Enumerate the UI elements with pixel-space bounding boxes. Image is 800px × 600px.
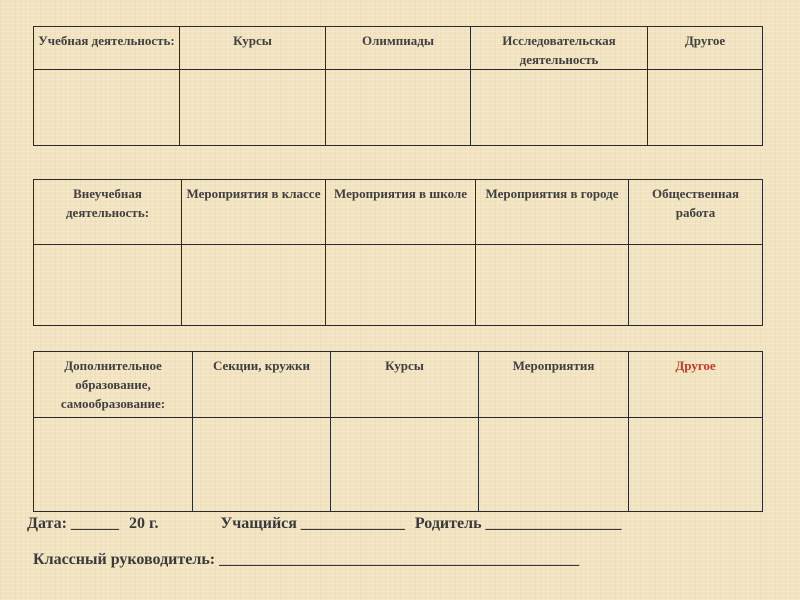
header-courses: Курсы: [331, 352, 479, 418]
sections-input-cell[interactable]: [193, 418, 331, 512]
olympiads-input-cell[interactable]: [326, 70, 471, 146]
student-label: Учащийся: [220, 515, 297, 532]
city-events-input-cell[interactable]: [476, 245, 629, 326]
additional-education-table: [33, 351, 763, 512]
header-additional-education: Дополнительное образование, самообразование:: [34, 352, 193, 418]
header-city-events: Мероприятия в городе: [476, 180, 629, 245]
extracurricular-activity-table: [33, 179, 763, 326]
student-blank[interactable]: _____________: [300, 515, 405, 532]
research-input-cell[interactable]: [471, 70, 648, 146]
teacher-blank[interactable]: _____________________________________________: [219, 551, 580, 568]
school-events-input-cell[interactable]: [326, 245, 476, 326]
date-blank[interactable]: ______: [70, 515, 119, 532]
class-events-input-cell[interactable]: [182, 245, 326, 326]
header-school-events: Мероприятия в школе: [326, 180, 476, 245]
other-input-cell[interactable]: [648, 70, 763, 146]
public-work-input-cell[interactable]: [629, 245, 763, 326]
header-sections-clubs: Секции, кружки: [193, 352, 331, 418]
parent-label: Родитель: [414, 515, 482, 532]
header-courses: Курсы: [180, 27, 326, 70]
teacher-label: Классный руководитель:: [33, 551, 216, 568]
header-other-highlighted: Другое: [629, 352, 763, 418]
date-label: Дата:: [27, 515, 67, 532]
events-input-cell[interactable]: [479, 418, 629, 512]
year-label: 20 г.: [128, 515, 159, 532]
table1-label-cell-continued: [34, 70, 180, 146]
table2-label-cell-continued: [34, 245, 182, 326]
header-research-activity: Исследовательская деятельность: [471, 27, 648, 70]
table3-label-cell-continued: [34, 418, 193, 512]
courses-input-cell[interactable]: [331, 418, 479, 512]
signature-line: [27, 515, 622, 533]
other-input-cell[interactable]: [629, 418, 763, 512]
header-public-work: Общественная работа: [629, 180, 763, 245]
header-other: Другое: [648, 27, 763, 70]
academic-activity-table: [33, 26, 763, 146]
header-events: Мероприятия: [479, 352, 629, 418]
header-academic-activity: Учебная деятельность:: [34, 27, 180, 70]
courses-input-cell[interactable]: [180, 70, 326, 146]
teacher-signature-line: [33, 551, 579, 569]
header-olympiads: Олимпиады: [326, 27, 471, 70]
header-class-events: Мероприятия в классе: [182, 180, 326, 245]
parent-blank[interactable]: _________________: [485, 515, 622, 532]
header-extracurricular-activity: Внеучебная деятельность:: [34, 180, 182, 245]
